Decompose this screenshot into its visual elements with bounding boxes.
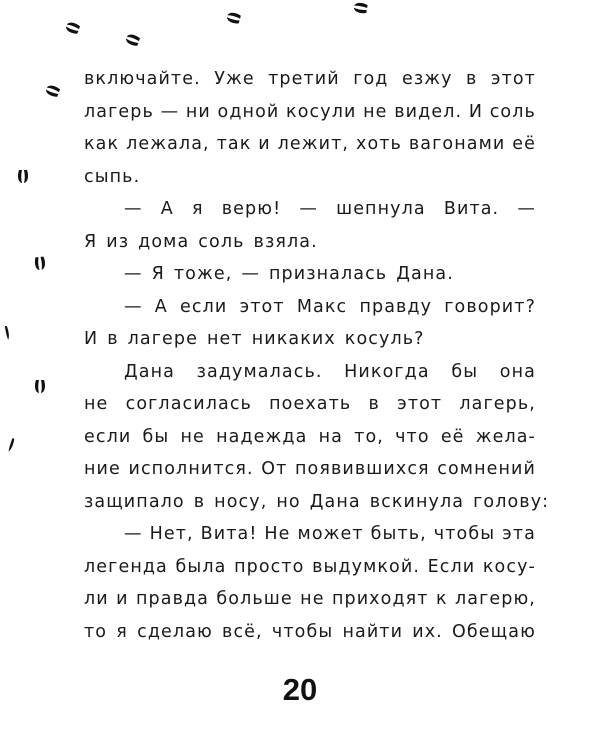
word: Уже bbox=[214, 69, 255, 89]
word: исполнится. bbox=[128, 459, 254, 479]
word: призналась bbox=[268, 264, 388, 284]
word: говорит? bbox=[444, 296, 536, 317]
word: нет bbox=[206, 329, 243, 349]
word: чтобы bbox=[271, 621, 334, 642]
word: Никогда bbox=[344, 361, 430, 382]
word: так bbox=[216, 134, 252, 154]
word: И bbox=[468, 101, 484, 122]
word: эта bbox=[502, 524, 536, 544]
word: Вита! bbox=[200, 524, 258, 544]
body-text bbox=[84, 63, 550, 648]
text-line bbox=[84, 323, 536, 356]
word: этот bbox=[397, 394, 443, 414]
word: лагере bbox=[127, 329, 198, 349]
word: выдумкой. bbox=[312, 556, 420, 577]
word: Я bbox=[151, 264, 165, 284]
word: — bbox=[241, 264, 260, 284]
word: — bbox=[124, 264, 143, 284]
word: сделаю bbox=[137, 621, 213, 642]
word: просто bbox=[234, 556, 305, 577]
word: надежда bbox=[216, 426, 308, 447]
word: тоже, bbox=[173, 264, 233, 284]
word: если bbox=[180, 296, 228, 317]
word: Дана. bbox=[396, 264, 454, 284]
word: включайте. bbox=[84, 69, 201, 89]
text-line bbox=[84, 421, 536, 454]
word: Дана bbox=[124, 361, 175, 382]
hoofprint-icon bbox=[43, 82, 63, 101]
hoofprint-icon bbox=[33, 378, 47, 394]
text-line bbox=[84, 226, 536, 259]
word: Нет, bbox=[149, 524, 194, 544]
word: ни bbox=[185, 101, 211, 122]
word: если bbox=[84, 426, 132, 447]
text-line bbox=[84, 486, 550, 519]
text-line bbox=[84, 63, 536, 96]
word: то, bbox=[354, 426, 384, 447]
word: лагерю, bbox=[454, 589, 536, 609]
word: её bbox=[512, 134, 536, 154]
text-line bbox=[84, 96, 536, 129]
text-line bbox=[84, 551, 536, 584]
word: защипало bbox=[84, 491, 185, 512]
word: — bbox=[124, 296, 143, 317]
word: то bbox=[84, 621, 108, 642]
word: — bbox=[160, 101, 180, 122]
word: этот bbox=[239, 296, 285, 317]
word: приходят bbox=[331, 589, 429, 609]
word: этот bbox=[490, 69, 536, 89]
page-number: 20 bbox=[282, 672, 318, 707]
word: легенда bbox=[84, 556, 168, 577]
word: но bbox=[276, 491, 301, 512]
word: появившихся bbox=[295, 459, 430, 479]
word: Если bbox=[427, 556, 476, 577]
word: задумалась. bbox=[196, 361, 323, 382]
text-line bbox=[84, 291, 536, 324]
hoofprint-icon bbox=[63, 19, 83, 38]
word: лагерь, bbox=[459, 394, 536, 414]
word: И bbox=[84, 329, 99, 349]
word: сомнений bbox=[437, 459, 536, 479]
word: я bbox=[116, 621, 128, 642]
hoofprint-icon bbox=[123, 31, 143, 50]
text-line bbox=[84, 356, 536, 389]
text-line bbox=[84, 193, 536, 226]
word: в bbox=[107, 329, 119, 349]
word: правду bbox=[359, 296, 433, 317]
text-line bbox=[84, 518, 536, 551]
word: — bbox=[124, 524, 143, 544]
word: голову: bbox=[473, 491, 550, 512]
word: взяла. bbox=[253, 231, 318, 252]
word: год bbox=[353, 69, 389, 89]
word: как bbox=[84, 134, 120, 154]
word: Не bbox=[264, 524, 291, 544]
word: её bbox=[440, 426, 465, 447]
word: что bbox=[395, 426, 430, 447]
word: в bbox=[466, 69, 478, 89]
word: не bbox=[363, 101, 388, 122]
word: лагерь bbox=[84, 101, 154, 122]
word: От bbox=[261, 459, 288, 479]
word: ние bbox=[84, 459, 121, 479]
word: вскинула bbox=[369, 491, 465, 512]
text-line bbox=[84, 453, 536, 486]
word: чтобы bbox=[433, 524, 496, 544]
hoofprint-icon bbox=[3, 325, 12, 342]
word: никаких bbox=[251, 329, 336, 349]
text-line bbox=[84, 583, 536, 616]
hoofprint-icon bbox=[16, 168, 30, 184]
word: косули bbox=[286, 101, 357, 122]
word: не bbox=[300, 589, 325, 609]
text-line bbox=[84, 616, 536, 649]
word: косуль? bbox=[344, 329, 425, 349]
word: третий bbox=[268, 69, 340, 89]
word: жела- bbox=[475, 426, 536, 447]
word: может bbox=[297, 524, 364, 544]
word: к bbox=[435, 589, 448, 609]
text-line bbox=[84, 128, 536, 161]
word: дома bbox=[138, 231, 190, 252]
word: А bbox=[154, 296, 168, 317]
word: — bbox=[517, 199, 536, 219]
word: — bbox=[124, 199, 143, 219]
word: и bbox=[116, 589, 129, 609]
hoofprint-icon bbox=[352, 0, 370, 16]
word: больше bbox=[216, 589, 293, 609]
word: в bbox=[193, 491, 206, 512]
word: хоть bbox=[355, 134, 402, 154]
word: и bbox=[258, 134, 271, 154]
word: из bbox=[106, 231, 130, 252]
word: видел. bbox=[394, 101, 463, 122]
word: поехать bbox=[269, 394, 352, 414]
word: — bbox=[299, 199, 318, 219]
word: лежала, bbox=[126, 134, 210, 154]
word: Дана bbox=[309, 491, 361, 512]
word: не bbox=[84, 394, 109, 414]
hoofprint-icon bbox=[32, 254, 47, 271]
word: езжу bbox=[401, 69, 453, 89]
word: бы bbox=[142, 426, 170, 447]
word: Я bbox=[84, 231, 98, 252]
word: шепнула bbox=[336, 199, 426, 219]
hoofprint-icon bbox=[224, 9, 243, 27]
text-line bbox=[84, 388, 536, 421]
word: вагонами bbox=[408, 134, 506, 154]
word: Вита. bbox=[443, 199, 500, 219]
word: была bbox=[175, 556, 227, 577]
word: она bbox=[499, 361, 536, 382]
word: быть, bbox=[370, 524, 427, 544]
word: всё, bbox=[222, 621, 263, 642]
word: не bbox=[180, 426, 205, 447]
word: на bbox=[318, 426, 343, 447]
word: лежит, bbox=[277, 134, 350, 154]
word: Обещаю bbox=[452, 621, 536, 642]
word: А bbox=[160, 199, 174, 219]
text-line bbox=[84, 258, 536, 291]
hoofprint-icon bbox=[5, 436, 16, 453]
word: найти bbox=[342, 621, 404, 642]
word: ли bbox=[84, 589, 109, 609]
word: косу- bbox=[482, 556, 536, 577]
word: бы bbox=[451, 361, 479, 382]
word: в bbox=[368, 394, 380, 414]
word: соль bbox=[198, 231, 245, 252]
word: я bbox=[191, 199, 204, 219]
word: носу, bbox=[214, 491, 268, 512]
word: соль bbox=[489, 101, 536, 122]
text-line bbox=[84, 161, 536, 194]
word: сыпь. bbox=[84, 166, 141, 187]
word: верю! bbox=[221, 199, 282, 219]
word: согласилась bbox=[125, 394, 252, 414]
word: Макс bbox=[296, 296, 348, 317]
word: одной bbox=[217, 101, 280, 122]
word: правда bbox=[136, 589, 210, 609]
word: их. bbox=[412, 621, 443, 642]
